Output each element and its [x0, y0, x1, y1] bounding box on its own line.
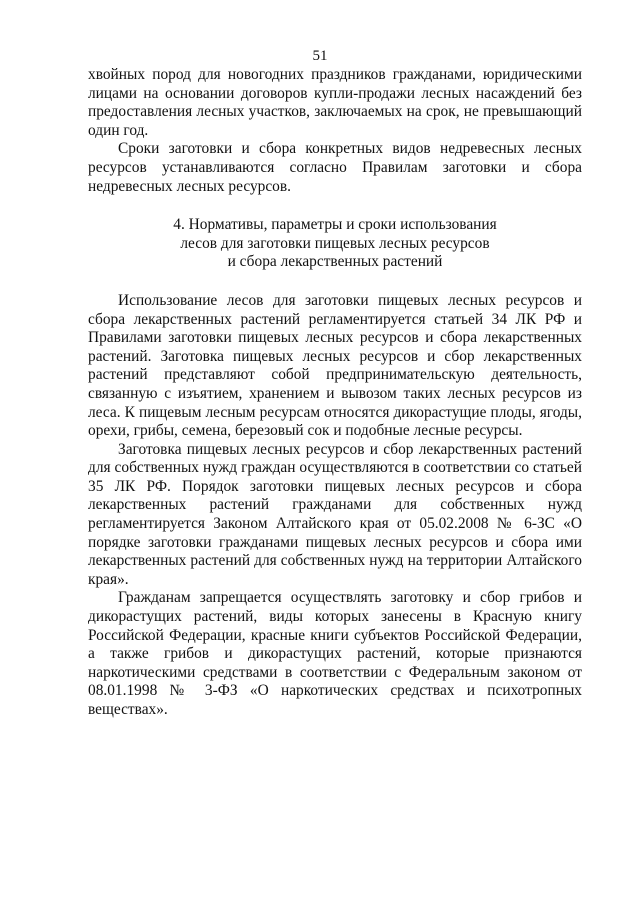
section-heading-line-2: лесов для заготовки пищевых лесных ресурсов: [180, 234, 490, 252]
paragraph-continuation: хвойных пород для новогодних праздников гражданами, юридическими лицами на основании договоров купли-продажи лесных насаждений без предоставления лесных участков, заключаемых на срок, не превышающий один год.: [88, 66, 582, 139]
paragraph-prohibition: Гражданам запрещается осуществлять заготовку и сбор грибов и дикорастущих растений, виды которых занесены в Красную книгу Российской Федерации, красные книги субъектов Российской Федерации, а также грибов и дикорастущих растений, которые признаются наркотическими средствами в соответствии с Федеральным законом от 08.01.1998 № 3-ФЗ «О наркотических средствах и психотропных веществах».: [88, 589, 582, 718]
document-body: [88, 66, 582, 720]
page-number: 51: [312, 48, 328, 64]
section-heading-line-1: 4. Нормативы, параметры и сроки использования: [173, 216, 497, 234]
paragraph-food-resources: Использование лесов для заготовки пищевых лесных ресурсов и сбора лекарственных растений регламентируется статьей 34 ЛК РФ и Правилами заготовки пищевых лесных ресурсов и сбора лекарственных растений. Заготовка пищевых лесных ресурсов и сбор лекарственных растений представляют собой предпринимательскую деятельность, связанную с изъятием, хранением и вывозом таких лесных ресурсов из леса. К пищевым лесным ресурсам относятся дикорастущие плоды, ягоды, орехи, грибы, семена, березовый сок и подобные лесные ресурсы.: [88, 291, 582, 440]
section-heading-line-3: и сбора лекарственных растений: [227, 253, 443, 271]
paragraph-timing: Сроки заготовки и сбора конкретных видов недревесных лесных ресурсов устанавливаются согласно Правилам заготовки и сбора недревесных лесных ресурсов.: [88, 140, 582, 195]
paragraph-own-needs: Заготовка пищевых лесных ресурсов и сбор лекарственных растений для собственных нужд граждан осуществляются в соответствии со статьей 35 ЛК РФ. Порядок заготовки пищевых лесных ресурсов и сбора лекарственных растений гражданами для собственных нужд регламентируется Законом Алтайского края от 05.02.2008 № 6-ЗС «О порядке заготовки гражданами пищевых лесных ресурсов и сбора ими лекарственных растений для собственных нужд на территории Алтайского края».: [88, 440, 582, 588]
section-heading: [88, 216, 582, 272]
